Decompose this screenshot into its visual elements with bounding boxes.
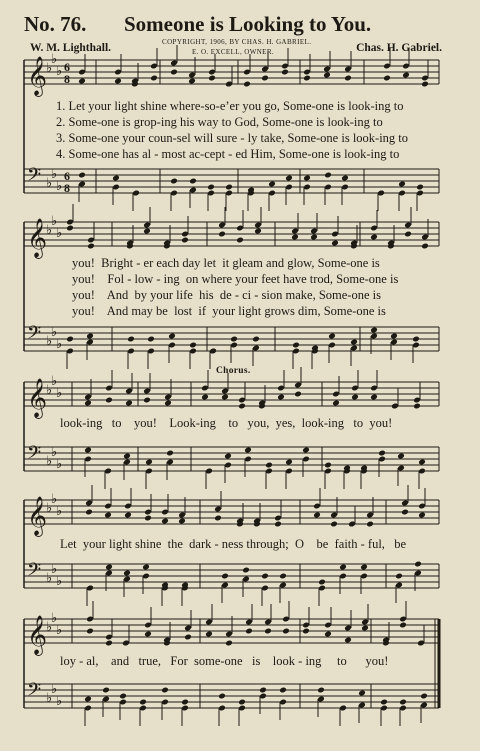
note-head: [412, 336, 420, 343]
note-head: [324, 172, 332, 179]
note-head: [78, 78, 86, 85]
note-head: [85, 509, 93, 516]
note-head: [238, 699, 246, 706]
flat-sign: ♭: [46, 61, 53, 76]
note-head: [161, 518, 169, 525]
note-head: [404, 231, 412, 238]
treble-clef: 𝄞: [27, 378, 48, 418]
note-head: [324, 462, 332, 469]
note-head: [324, 631, 332, 638]
note-head: [178, 518, 186, 525]
chorus-line-1: look-ing to you! Look-ing to you, yes, look-ing to you!: [60, 416, 393, 430]
note-head: [143, 228, 151, 235]
note-head: [181, 699, 189, 706]
note-head: [147, 336, 155, 343]
note-head: [245, 628, 253, 635]
verse-4-line-1: 4. Some-one has al - most ac-cept - ed Him, Some-one is look-ing to: [56, 147, 400, 161]
note-head: [380, 699, 388, 706]
note-head: [390, 333, 398, 340]
note-head: [328, 333, 336, 340]
flat-sign: ♭: [51, 682, 58, 697]
note-head: [279, 573, 287, 580]
note-head: [413, 403, 421, 410]
note-head: [127, 336, 135, 343]
note-head: [341, 175, 349, 182]
note-head: [302, 628, 310, 635]
flat-sign: ♭: [46, 620, 53, 635]
bass-clef: 𝄢: [27, 680, 42, 705]
note-head: [398, 181, 406, 188]
note-head: [119, 693, 127, 700]
note-head: [218, 693, 226, 700]
verse-3-line-2: you! And by your life his de - ci - sion make, Some-one is: [72, 288, 381, 302]
flat-sign: ♭: [56, 504, 63, 519]
note-head: [268, 181, 276, 188]
note-head: [344, 637, 352, 644]
note-head: [168, 333, 176, 340]
flat-sign: ♭: [51, 52, 58, 67]
verse-1-line-2: you! Bright - er each day let it gleam and glow, Some-one is: [72, 256, 380, 270]
flat-sign: ♭: [46, 454, 53, 469]
note-head: [144, 631, 152, 638]
note-head: [317, 687, 325, 694]
note-head: [282, 628, 290, 635]
note-head: [399, 622, 407, 629]
note-head: [225, 640, 233, 647]
note-head: [84, 400, 92, 407]
note-head: [164, 400, 172, 407]
bass-clef: 𝄢: [27, 443, 42, 468]
note-head: [242, 567, 250, 574]
note-head: [125, 400, 133, 407]
flat-sign: ♭: [46, 691, 53, 706]
verse-2-line-2: you! Fol - low - ing on where your feet have trod, Some-one is: [72, 272, 399, 286]
note-head: [421, 243, 429, 250]
time-signature: 8: [64, 72, 70, 86]
note-head: [66, 336, 74, 343]
note-head: [402, 72, 410, 79]
note-head: [114, 78, 122, 85]
note-head: [104, 512, 112, 519]
flat-sign: ♭: [56, 694, 63, 709]
note-head: [310, 234, 318, 241]
note-head: [416, 184, 424, 191]
note-head: [383, 75, 391, 82]
note-head: [414, 561, 422, 568]
note-head: [161, 687, 169, 694]
note-head: [123, 453, 131, 460]
note-head: [144, 515, 152, 522]
treble-clef: 𝄞: [27, 496, 48, 536]
note-head: [150, 75, 158, 82]
flat-sign: ♭: [56, 386, 63, 401]
time-signature: 6: [64, 60, 70, 74]
composer-credit: Chas. H. Gabriel.: [356, 42, 442, 54]
note-head: [181, 237, 189, 244]
note-head: [303, 75, 311, 82]
time-signature: 8: [64, 181, 70, 195]
bass-clef: 𝄢: [27, 323, 42, 348]
note-head: [184, 634, 192, 641]
note-head: [230, 336, 238, 343]
note-head: [105, 640, 113, 647]
note-head: [244, 447, 252, 454]
flat-sign: ♭: [51, 611, 58, 626]
flat-sign: ♭: [46, 501, 53, 516]
note-head: [66, 225, 74, 232]
flat-sign: ♭: [51, 562, 58, 577]
note-head: [225, 184, 233, 191]
note-head: [87, 243, 95, 250]
note-head: [350, 339, 358, 346]
note-head: [221, 573, 229, 580]
note-head: [207, 184, 215, 191]
note-head: [420, 693, 428, 700]
flat-sign: ♭: [51, 492, 58, 507]
note-head: [397, 453, 405, 460]
bass-clef: 𝄢: [27, 165, 42, 190]
bass-clef: 𝄢: [27, 560, 42, 585]
note-head: [318, 579, 326, 586]
treble-clef: 𝄞: [27, 56, 48, 96]
note-head: [421, 81, 429, 88]
note-head: [285, 459, 293, 466]
note-head: [189, 342, 197, 349]
note-head: [84, 696, 92, 703]
note-head: [264, 628, 272, 635]
treble-clef: 𝄞: [27, 615, 48, 655]
hymn-number: No. 76.: [24, 12, 87, 36]
note-head: [123, 570, 131, 577]
note-head: [86, 333, 94, 340]
note-head: [201, 394, 209, 401]
note-head: [313, 512, 321, 519]
note-head: [124, 512, 132, 519]
note-head: [331, 240, 339, 247]
verse-3-line-1: 3. Some-one your coun-sel will sure - ly take, Some-one is look-ing to: [56, 131, 409, 145]
verse-1-line-1: 1. Let your light shine where-so-e’er you go, Some-one is look-ing to: [56, 99, 404, 113]
note-head: [339, 564, 347, 571]
note-head: [238, 403, 246, 410]
note-head: [105, 564, 113, 571]
note-head: [259, 687, 267, 694]
verse-2-line-1: 2. Some-one is grop-ing his way to God, Some-one is look-ing to: [56, 115, 383, 129]
note-head: [205, 631, 213, 638]
note-head: [105, 397, 113, 404]
note-head: [358, 690, 366, 697]
note-head: [102, 687, 110, 694]
chorus-label: Chorus.: [216, 366, 251, 376]
note-head: [292, 342, 300, 349]
note-head: [78, 172, 86, 179]
verse-4-line-2: you! And may be lost if your light grows dim, Some-one is: [72, 304, 386, 318]
note-head: [142, 564, 150, 571]
flat-sign: ♭: [51, 445, 58, 460]
note-head: [214, 515, 222, 522]
copyright-notice: COPYRIGHT, 1906, BY CHAS. H. GABRIEL.: [162, 38, 312, 46]
note-head: [170, 178, 178, 185]
time-signature: 6: [64, 169, 70, 183]
note-head: [189, 178, 197, 185]
flat-sign: ♭: [56, 623, 63, 638]
note-head: [166, 450, 174, 457]
note-head: [361, 625, 369, 632]
note-head: [170, 69, 178, 76]
note-head: [370, 234, 378, 241]
note-head: [366, 521, 374, 528]
note-head: [323, 72, 331, 79]
note-head: [291, 234, 299, 241]
flat-sign: ♭: [51, 374, 58, 389]
note-head: [370, 394, 378, 401]
note-head: [344, 75, 352, 82]
note-head: [254, 228, 262, 235]
note-head: [378, 450, 386, 457]
note-head: [303, 175, 311, 182]
note-head: [261, 75, 269, 82]
flat-sign: ♭: [56, 179, 63, 194]
note-head: [332, 400, 340, 407]
hymn-title: Someone is Looking to You.: [124, 12, 372, 36]
note-head: [351, 394, 359, 401]
note-head: [143, 397, 151, 404]
note-head: [139, 699, 147, 706]
note-head: [370, 327, 378, 334]
note-head: [418, 512, 426, 519]
flat-sign: ♭: [56, 64, 63, 79]
note-head: [360, 564, 368, 571]
chorus-line-3: loy - al, and true, For some-one is look - ing to you!: [60, 654, 389, 668]
flat-sign: ♭: [51, 214, 58, 229]
note-head: [236, 237, 244, 244]
note-head: [401, 509, 409, 516]
note-head: [112, 175, 120, 182]
note-head: [330, 521, 338, 528]
note-head: [252, 336, 260, 343]
note-head: [399, 699, 407, 706]
flat-sign: ♭: [56, 574, 63, 589]
flat-sign: ♭: [46, 383, 53, 398]
flat-sign: ♭: [51, 167, 58, 182]
note-head: [261, 573, 269, 580]
note-head: [84, 447, 92, 454]
note-head: [285, 175, 293, 182]
note-head: [274, 521, 282, 528]
flat-sign: ♭: [46, 176, 53, 191]
lyricist-credit: W. M. Lighthall.: [30, 42, 112, 54]
note-head: [86, 628, 94, 635]
flat-sign: ♭: [46, 334, 53, 349]
note-head: [221, 394, 229, 401]
flat-sign: ♭: [46, 223, 53, 238]
flat-sign: ♭: [51, 325, 58, 340]
flat-sign: ♭: [56, 337, 63, 352]
copyright-owner: E. O. EXCELL, OWNER.: [192, 48, 275, 56]
flat-sign: ♭: [46, 571, 53, 586]
note-head: [395, 573, 403, 580]
note-head: [224, 453, 232, 460]
note-head: [145, 459, 153, 466]
note-head: [208, 75, 216, 82]
note-head: [302, 447, 310, 454]
note-head: [418, 459, 426, 466]
treble-clef: 𝄞: [27, 218, 48, 258]
note-head: [279, 687, 287, 694]
note-head: [265, 462, 273, 469]
note-head: [294, 391, 302, 398]
chorus-line-2: Let your light shine the dark - ness through; O be faith - ful, be: [60, 537, 407, 551]
note-head: [188, 78, 196, 85]
note-head: [281, 69, 289, 76]
note-head: [277, 394, 285, 401]
flat-sign: ♭: [56, 226, 63, 241]
note-head: [218, 231, 226, 238]
note-head: [243, 81, 251, 88]
flat-sign: ♭: [56, 457, 63, 472]
